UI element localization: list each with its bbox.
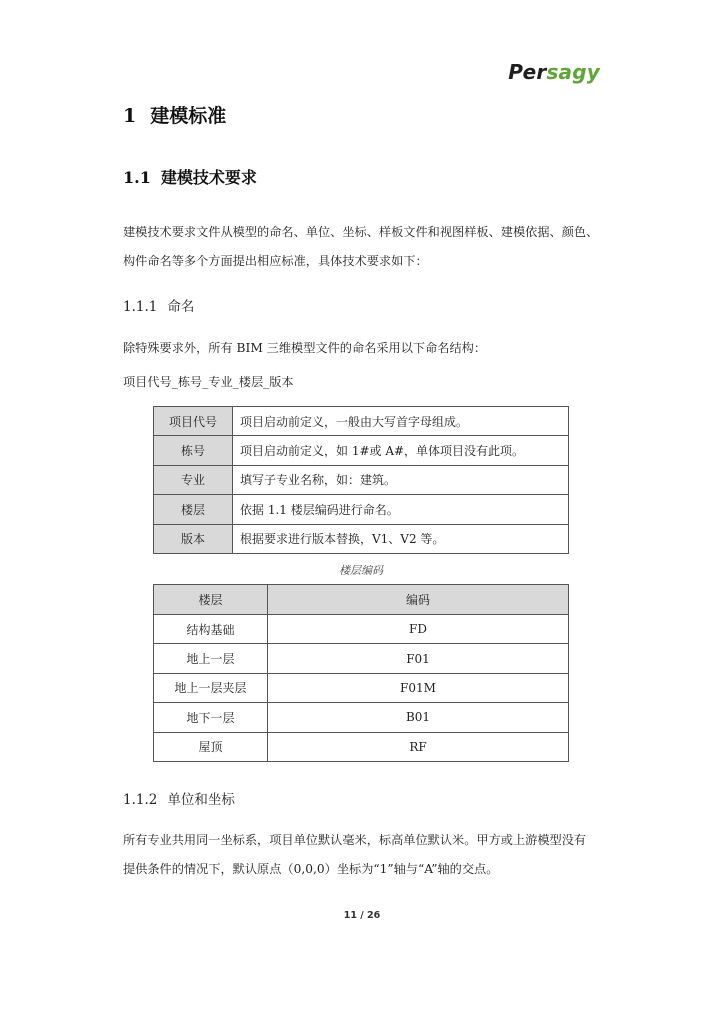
naming-key-cell: 项目代号 [154,407,233,436]
section-1-1-2-number: 1.1.2 [123,792,158,808]
floor-cell: 地上一层夹层 [154,673,268,702]
section-1-1-2-heading [123,788,235,808]
floor-cell: 地下一层 [154,703,268,732]
code-cell: F01M [268,673,569,702]
table-row [154,407,569,436]
units-paragraph [123,826,603,884]
table-row [154,495,569,524]
intro-paragraph [123,218,603,276]
persagy-logo [508,60,600,84]
header-floor: 楼层 [154,585,268,615]
naming-desc-cell: 依据 1.1 楼层编码进行命名。 [233,495,569,524]
naming-structure-paragraph: 项目代号_栋号_专业_楼层_版本 [123,375,294,389]
table-row [154,436,569,465]
floor-table-caption: 楼层编码 [339,564,383,577]
code-cell: FD [268,615,569,644]
floor-cell: 地上一层 [154,644,268,673]
section-1-heading [123,101,226,128]
intro-line-2: 构件命名等多个方面提出相应标准，具体技术要求如下： [123,254,428,268]
table-row [154,615,569,644]
naming-desc-cell: 项目启动前定义，一般由大写首字母组成。 [233,407,569,436]
code-cell: RF [268,732,569,761]
section-1-1-title: 建模技术要求 [160,168,257,187]
naming-desc-cell: 项目启动前定义，如 1#或 A#，单体项目没有此项。 [233,436,569,465]
intro-line-1: 建模技术要求文件从模型的命名、单位、坐标、样板文件和视图样板、建模依据、颜色、 [123,225,599,239]
section-1-1-number: 1.1 [123,168,151,187]
section-1-1-2-title: 单位和坐标 [167,792,235,808]
section-1-1-heading [123,165,257,188]
section-1-title: 建模标准 [150,105,227,127]
table-row [154,524,569,553]
section-1-1-1-number: 1.1.1 [123,299,158,315]
logo-text-part1: Per [508,60,547,84]
floor-cell: 屋顶 [154,732,268,761]
naming-key-cell: 专业 [154,465,233,494]
table-row [154,732,569,761]
table-row [154,465,569,494]
naming-key-cell: 栋号 [154,436,233,465]
naming-rule-paragraph: 除特殊要求外，所有 BIM 三维模型文件的命名采用以下命名结构： [123,341,487,355]
section-1-number: 1 [123,105,137,127]
page-number: 11 / 26 [343,910,381,921]
table-header-row [154,585,569,615]
code-cell: B01 [268,703,569,732]
code-cell: F01 [268,644,569,673]
naming-table [153,406,569,554]
table-row [154,673,569,702]
floor-code-table [153,584,569,762]
table-row [154,703,569,732]
naming-key-cell: 楼层 [154,495,233,524]
units-line-1: 所有专业共用同一坐标系，项目单位默认毫米，标高单位默认米。甲方或上游模型没有 [123,833,587,847]
floor-cell: 结构基础 [154,615,268,644]
header-code: 编码 [268,585,569,615]
table-row [154,644,569,673]
section-1-1-1-heading [123,295,194,315]
naming-key-cell: 版本 [154,524,233,553]
section-1-1-1-title: 命名 [167,299,195,315]
naming-desc-cell: 根据要求进行版本替换，V1、V2 等。 [233,524,569,553]
logo-text-part2: sagy [546,60,600,84]
units-line-2: 提供条件的情况下，默认原点（0,0,0）坐标为“1”轴与“A”轴的交点。 [123,862,499,876]
naming-desc-cell: 填写子专业名称，如：建筑。 [233,465,569,494]
